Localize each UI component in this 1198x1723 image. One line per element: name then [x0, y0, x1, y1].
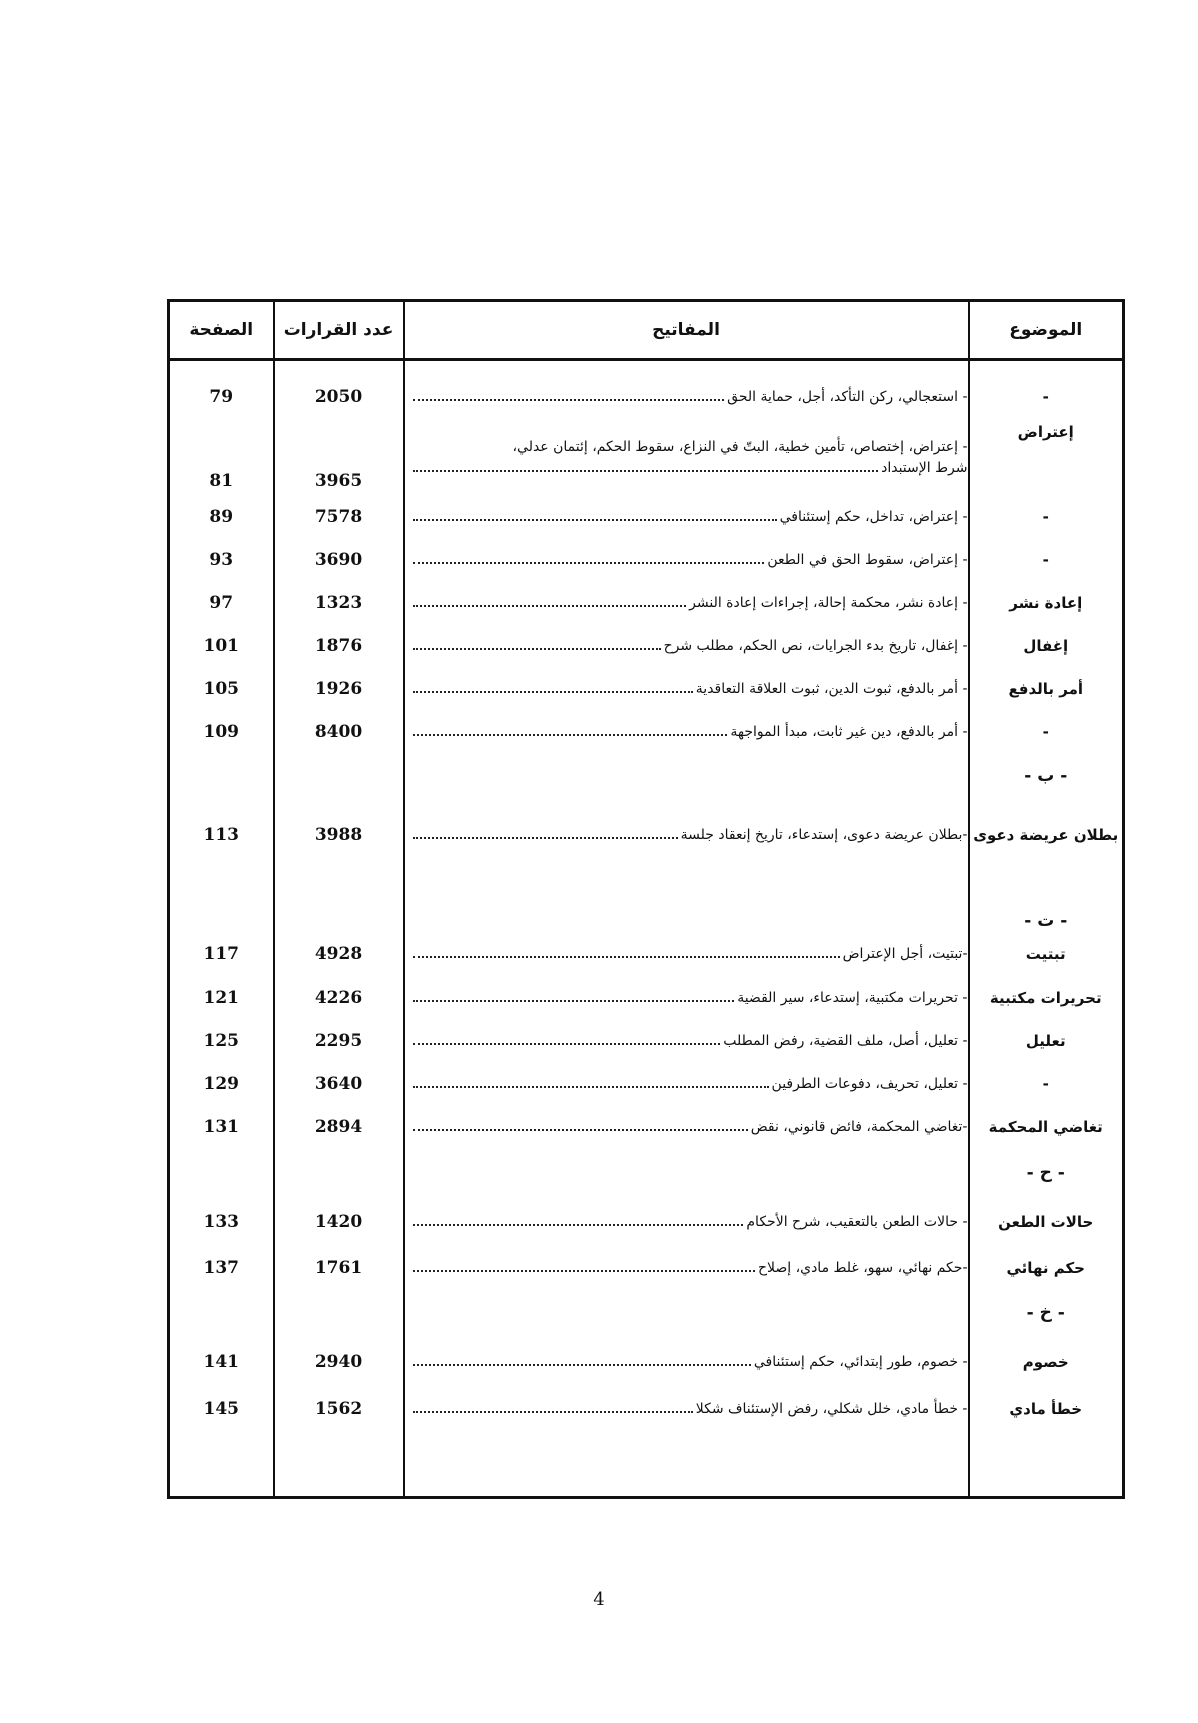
row-keywords: - خطأ مادي، خلل شكلي، رفض الإستئناف شكلا	[695, 1400, 968, 1417]
row-count: 1562	[274, 1387, 404, 1430]
table-row	[169, 415, 1124, 495]
table-row	[169, 538, 1124, 581]
row-subject: خطأ مادي	[969, 1387, 1124, 1430]
row-keywords: - تحريرات مكتبية، إستدعاء، سير القضية	[737, 989, 968, 1006]
row-keywords: - إعادة نشر، محكمة إحالة، إجراءات إعادة النشر	[689, 594, 968, 611]
row-keywords: -تغاضي المحكمة، فائض قانوني، نقض	[750, 1118, 968, 1135]
row-count: 3640	[274, 1062, 404, 1105]
section-header-row	[169, 1289, 1124, 1337]
row-subject: -	[969, 538, 1124, 581]
row-keywords: - إعتراض، تداخل، حكم إستئنافي	[779, 508, 968, 525]
table-row	[169, 1198, 1124, 1246]
row-count: 1761	[274, 1246, 404, 1289]
row-keywords: - أمر بالدفع، دين غير ثابت، مبدأ المواجهة	[730, 723, 968, 740]
row-subject: -	[969, 379, 1124, 415]
row-keywords: -بطلان عريضة دعوى، إستدعاء، تاريخ إنعقاد جلسة	[680, 827, 968, 843]
row-page: 129	[169, 1062, 274, 1105]
row-page: 81	[169, 415, 274, 495]
row-keywords: - إعتراض، سقوط الحق في الطعن	[767, 551, 968, 568]
row-subject: إعتراض	[969, 415, 1124, 495]
table-row	[169, 1019, 1124, 1062]
header-keywords: المفاتيح	[404, 301, 969, 360]
header-subject: الموضوع	[969, 301, 1124, 360]
row-subject: إغفال	[969, 624, 1124, 667]
row-subject: -	[969, 710, 1124, 753]
row-page: 113	[169, 799, 274, 871]
row-count: 4226	[274, 976, 404, 1019]
row-page: 145	[169, 1387, 274, 1430]
row-keywords: - خصوم، طور إبتدائي، حكم إستئنافي	[753, 1354, 968, 1370]
row-subject: أمر بالدفع	[969, 667, 1124, 710]
row-page: 79	[169, 379, 274, 415]
index-table	[167, 299, 1125, 1499]
table-row	[169, 976, 1124, 1019]
row-keywords: - أمر بالدفع، ثبوت الدين، ثبوت العلاقة التعاقدية	[695, 680, 968, 697]
row-subject: بطلان عريضة دعوى	[969, 799, 1124, 871]
row-count: 2050	[274, 379, 404, 415]
row-count: 3988	[274, 799, 404, 871]
row-page: 137	[169, 1246, 274, 1289]
row-subject: حكم نهائي	[969, 1246, 1124, 1289]
row-page: 89	[169, 495, 274, 538]
row-keywords-line2: شرط الإستبداد	[881, 460, 968, 476]
table-row	[169, 1387, 1124, 1430]
table-row	[169, 379, 1124, 415]
row-page: 125	[169, 1019, 274, 1062]
row-keywords: -تبتيت، أجل الإعتراض	[842, 945, 968, 962]
row-count: 2940	[274, 1337, 404, 1387]
row-keywords-line1: - إعتراض، إختصاص، تأمين خطية، البتّ في النزاع، سقوط الحكم، إئتمان عدلي،	[512, 439, 968, 455]
table-row	[169, 581, 1124, 624]
table-row	[169, 710, 1124, 753]
table-row	[169, 495, 1124, 538]
row-subject: تحريرات مكتبية	[969, 976, 1124, 1019]
table-row	[169, 1337, 1124, 1387]
section-letter-t: - ت -	[1024, 911, 1068, 931]
row-count: 4928	[274, 931, 404, 976]
row-count: 1420	[274, 1198, 404, 1246]
header-page: الصفحة	[169, 301, 274, 360]
row-count: 8400	[274, 710, 404, 753]
table-row	[169, 1062, 1124, 1105]
row-subject: إعادة نشر	[969, 581, 1124, 624]
row-count: 7578	[274, 495, 404, 538]
row-page: 97	[169, 581, 274, 624]
header-count: عدد القرارات	[274, 301, 404, 360]
row-subject: تبتيت	[969, 931, 1124, 976]
section-header-row	[169, 753, 1124, 799]
row-keywords: - استعجالي، ركن التأكد، أجل، حماية الحق	[727, 389, 968, 405]
row-page: 93	[169, 538, 274, 581]
row-subject: حالات الطعن	[969, 1198, 1124, 1246]
table-row	[169, 1105, 1124, 1148]
section-header-row	[169, 1148, 1124, 1198]
row-subject: تعليل	[969, 1019, 1124, 1062]
table-row	[169, 799, 1124, 871]
table-row	[169, 1246, 1124, 1289]
header-row	[169, 301, 1124, 360]
table-row	[169, 667, 1124, 710]
row-page: 101	[169, 624, 274, 667]
row-count: 2894	[274, 1105, 404, 1148]
row-page: 133	[169, 1198, 274, 1246]
row-subject: خصوم	[969, 1337, 1124, 1387]
row-count: 1876	[274, 624, 404, 667]
section-letter-b: - ب -	[1024, 766, 1068, 786]
row-page: 117	[169, 931, 274, 976]
row-keywords: - تعليل، تحريف، دفوعات الطرفين	[771, 1075, 968, 1092]
row-keywords: - إغفال، تاريخ بدء الجرايات، نص الحكم، مطلب شرح	[663, 637, 968, 654]
table-row	[169, 931, 1124, 976]
row-keywords: - تعليل، أصل، ملف القضية، رفض المطلب	[723, 1032, 968, 1049]
row-page: 105	[169, 667, 274, 710]
row-subject: -	[969, 495, 1124, 538]
section-letter-kh: - خ -	[1026, 1303, 1065, 1323]
row-count: 3965	[274, 415, 404, 495]
section-header-row	[169, 871, 1124, 931]
row-page: 109	[169, 710, 274, 753]
row-keywords: - حالات الطعن بالتعقيب، شرح الأحكام	[746, 1214, 968, 1230]
row-count: 3690	[274, 538, 404, 581]
row-subject: -	[969, 1062, 1124, 1105]
row-count: 1323	[274, 581, 404, 624]
section-letter-h: - ح -	[1026, 1163, 1065, 1183]
row-count: 1926	[274, 667, 404, 710]
table-row	[169, 624, 1124, 667]
page-number: 4	[593, 1589, 605, 1610]
row-page: 121	[169, 976, 274, 1019]
row-keywords: -حكم نهائي، سهو، غلط مادي، إصلاح	[757, 1259, 968, 1276]
row-page: 131	[169, 1105, 274, 1148]
row-page: 141	[169, 1337, 274, 1387]
row-count: 2295	[274, 1019, 404, 1062]
row-subject: تغاضي المحكمة	[969, 1105, 1124, 1148]
